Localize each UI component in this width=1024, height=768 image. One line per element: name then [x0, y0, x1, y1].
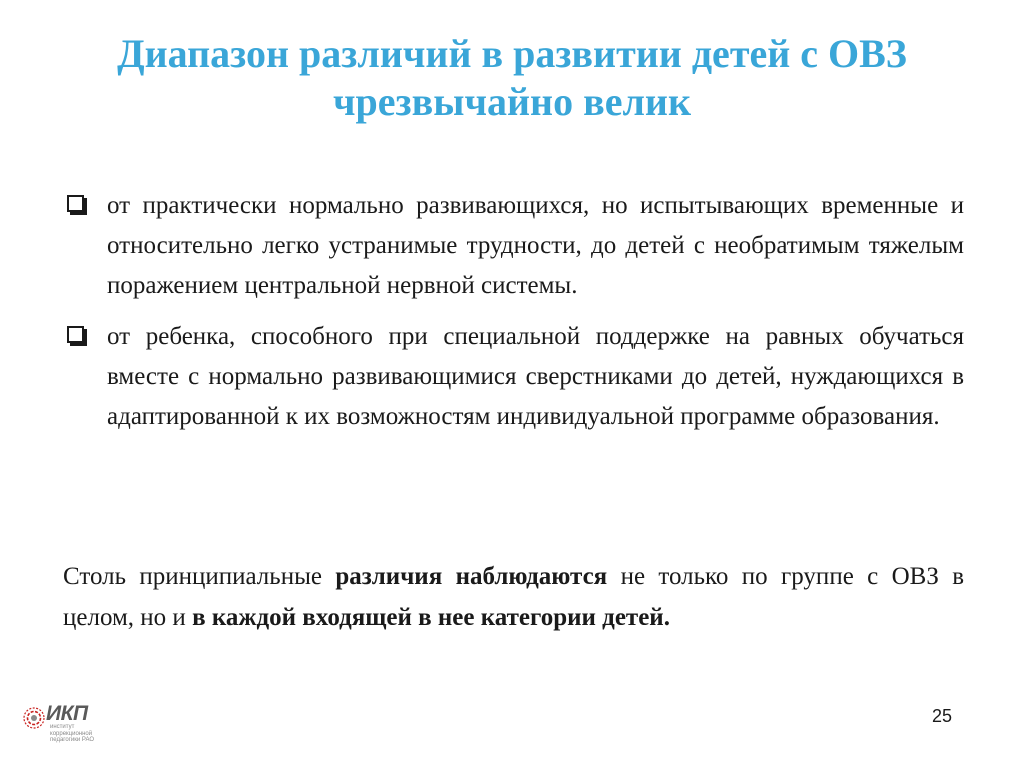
- swirl-logo-icon: [22, 706, 46, 730]
- conclusion-text-2: не только по группе с ОВЗ в целом, но и: [63, 563, 965, 631]
- conclusion-paragraph: [63, 556, 964, 638]
- bullet-item-1: [65, 186, 964, 306]
- logo-sub-line-1: институт: [50, 724, 75, 730]
- bullet-item-2: [65, 317, 964, 437]
- logo-sub-line-3: педагогики РАО: [50, 737, 95, 743]
- page-number: 25: [932, 706, 953, 726]
- logo-title: ИКП: [46, 702, 88, 725]
- bullet-list: [65, 186, 964, 448]
- bullet-text-2: от ребенка, способного при специальной поддержке на равных обучаться вместе с нормально развивающимися сверстниками до детей, нуждающихся в адаптированной к их возможностям индивидуальной программе образования.: [107, 323, 964, 430]
- title-line-2: чрезвычайно велик: [332, 79, 691, 124]
- slide-title: [60, 30, 964, 126]
- logo-subtitle: [50, 724, 94, 744]
- conclusion-text-1: Столь принципиальные: [63, 563, 336, 590]
- checkbox-square-icon: [67, 195, 84, 212]
- bullet-text-1: от практически нормально развивающихся, но испытывающих временные и относительно легко устранимые трудности, до детей с необратимым тяжелым поражением центральной нервной системы.: [107, 192, 964, 299]
- ikp-logo: [22, 704, 117, 744]
- conclusion-bold-1: различия наблюдаются: [335, 563, 608, 590]
- title-line-1: Диапазон различий в развитии детей с ОВЗ: [117, 31, 907, 76]
- checkbox-square-icon: [67, 326, 84, 343]
- conclusion-bold-2: в каждой входящей в нее категории детей.: [192, 604, 670, 631]
- logo-sub-line-2: коррекционной: [50, 730, 93, 737]
